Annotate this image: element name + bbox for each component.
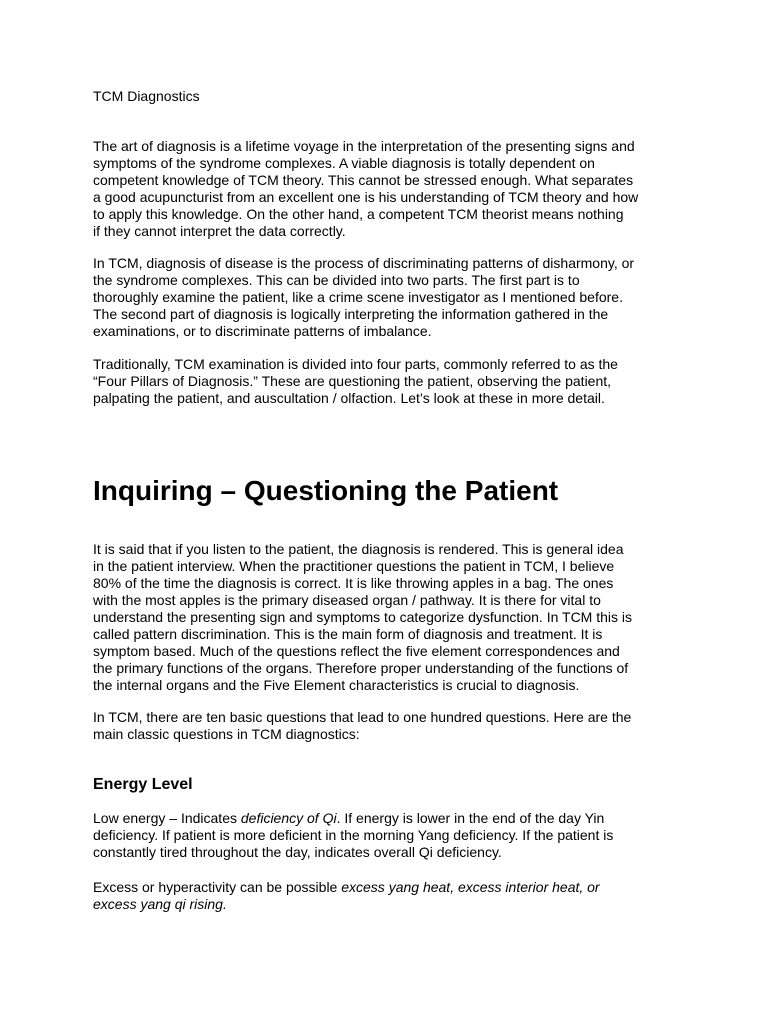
document-title: TCM Diagnostics (93, 88, 200, 104)
text-line: symptoms of the syndrome complexes. A viable diagnosis is totally dependent on (93, 155, 595, 171)
text-line (93, 879, 683, 896)
text-run: . If energy is lower in the end of the day Yin (336, 810, 605, 826)
section-paragraph-1 (93, 541, 683, 694)
text-line: palpating the patient, and auscultation / olfaction. Let’s look at these in more detail. (93, 390, 605, 406)
text-run: Low energy – Indicates (93, 810, 241, 826)
text-line: In TCM, there are ten basic questions that lead to one hundred questions. Here are the (93, 709, 632, 725)
section-heading: Inquiring – Questioning the Patient (93, 475, 559, 506)
text-line: the internal organs and the Five Element characteristics is crucial to diagnosis. (93, 677, 580, 693)
text-line: called pattern discrimination. This is the main form of diagnosis and treatment. It is (93, 626, 603, 642)
intro-paragraph-3 (93, 356, 683, 407)
text-line: deficiency. If patient is more deficient in the morning Yang deficiency. If the patient is (93, 827, 614, 843)
text-line: constantly tired throughout the day, indicates overall Qi deficiency. (93, 844, 502, 860)
emphasis-text: excess yang qi rising. (93, 896, 227, 912)
text-line: the syndrome complexes. This can be divided into two parts. The first part is to (93, 272, 580, 288)
energy-low-paragraph (93, 810, 683, 861)
text-line: The art of diagnosis is a lifetime voyage in the interpretation of the presenting signs and (93, 138, 635, 154)
text-line: symptom based. Much of the questions reflect the five element correspondences and (93, 643, 620, 659)
emphasis-text: excess yang heat, excess interior heat, or (341, 879, 600, 895)
text-line: The second part of diagnosis is logically interpreting the information gathered in the (93, 306, 609, 322)
text-line: Traditionally, TCM examination is divided into four parts, commonly referred to as the (93, 356, 618, 372)
text-line (93, 896, 683, 913)
text-line: 80% of the time the diagnosis is correct. It is like throwing apples in a bag. The ones (93, 575, 614, 591)
emphasis-text: deficiency of Qi (240, 810, 337, 826)
text-run: Excess or hyperactivity can be possible (93, 879, 342, 895)
text-line: competent knowledge of TCM theory. This cannot be stressed enough. What separates (93, 172, 634, 188)
text-line: In TCM, diagnosis of disease is the process of discriminating patterns of disharmony, or (93, 255, 635, 271)
text-line: understand the presenting sign and symptoms to categorize dysfunction. In TCM this is (93, 609, 633, 625)
text-line: to apply this knowledge. On the other hand, a competent TCM theorist means nothing (93, 206, 624, 222)
text-line: with the most apples is the primary diseased organ / pathway. It is there for vital to (93, 592, 601, 608)
text-line: main classic questions in TCM diagnostics: (93, 726, 360, 742)
text-line: “Four Pillars of Diagnosis.” These are questioning the patient, observing the patient, (93, 373, 612, 389)
text-line (93, 810, 683, 827)
intro-paragraph-1 (93, 138, 683, 240)
text-line: if they cannot interpret the data correctly. (93, 223, 346, 239)
energy-excess-paragraph (93, 879, 683, 913)
section-paragraph-2 (93, 709, 683, 743)
text-line: thoroughly examine the patient, like a crime scene investigator as I mentioned before. (93, 289, 623, 305)
text-line: in the patient interview. When the practitioner questions the patient in TCM, I believe (93, 558, 615, 574)
intro-paragraph-2 (93, 255, 683, 340)
text-line: the primary functions of the organs. Therefore proper understanding of the functions of (93, 660, 629, 676)
subsection-heading: Energy Level (93, 776, 193, 793)
text-line: a good acupuncturist from an excellent one is his understanding of TCM theory and how (93, 189, 639, 205)
text-line: It is said that if you listen to the patient, the diagnosis is rendered. This is general idea (93, 541, 624, 557)
text-line: examinations, or to discriminate patterns of imbalance. (93, 323, 432, 339)
